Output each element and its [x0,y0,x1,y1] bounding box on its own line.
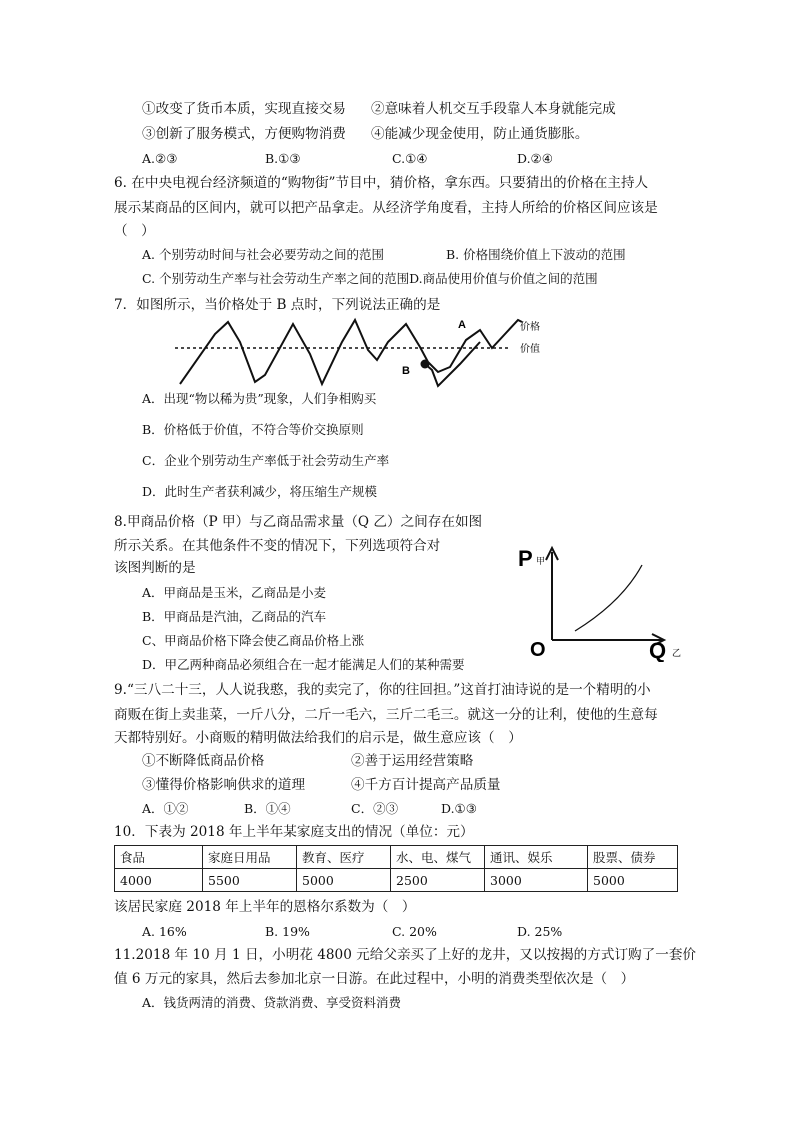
table-cell: 5000 [588,869,678,892]
q7-stem: 7．如图所示，当价格处于 B 点时，下列说法正确的是 [114,297,441,313]
q5-statement-2: ②意味着人机交互手段靠人本身就能完成 [371,101,616,117]
q9-option-d: D.①③ [441,801,477,816]
q11-stem-line-1: 11.2018 年 10 月 1 日，小明花 4800 元给父亲买了上好的龙井，又以按揭的方式订购了一套价 [114,947,696,963]
table-cell: 2500 [391,869,485,892]
table-header-cell: 家庭日用品 [203,846,297,869]
q6-stem-line-2: 展示某商品的区间内，就可以把产品拿走。从经济学角度看，主持人所给的价格区间应该是 [114,200,658,216]
legend-value: 价值 [520,344,540,355]
q7-option-b: B．价格低于价值，不符合等价交换原则 [142,422,364,437]
q9-statement-2: ②善于运用经营策略 [351,753,474,769]
origin-label: O [530,639,546,661]
q10-option-d: D. 25% [517,924,563,939]
table-cell: 5500 [203,869,297,892]
q10-option-c: C. 20% [392,924,437,939]
q7-price-value-figure [170,312,560,394]
table-row [115,869,678,892]
q9-stem-line-2: 商贩在街上卖韭菜，一斤八分，二斤一毛六，三斤二毛三。就这一分的让利，使他的生意每 [114,707,658,723]
q9-statement-4: ④千方百计提高产品质量 [351,777,501,793]
axis-q-subscript: 乙 [672,648,682,658]
axis-p-subscript: 甲 [536,556,546,566]
q6-stem-line-1: 6. 在中央电视台经济频道的“购物街”节目中，猜价格，拿东西。只要猜出的价格在主持人 [114,175,649,191]
q6-option-cd: C. 个别劳动生产率与社会劳动生产率之间的范围D.商品使用价值与价值之间的范围 [142,271,598,286]
q5-option-d: D.②④ [517,151,553,166]
q6-option-b: B. 价格围绕价值上下波动的范围 [446,247,626,262]
q5-option-c: C.①④ [392,151,428,166]
q8-stem-line-3: 该图判断的是 [114,560,196,576]
q7-option-d: D．此时生产者获利减少，将压缩生产规模 [142,484,378,499]
q9-stem-line-1: 9.“三八二十三，人人说我憨，我的卖完了，你的往回担。”这首打油诗说的是一个精明的小 [114,682,651,698]
table-header-cell: 股票、债券 [588,846,678,869]
q10-stem: 10．下表为 2018 年上半年某家庭支出的情况（单位：元） [114,824,474,840]
q9-statement-1: ①不断降低商品价格 [142,753,265,769]
q10-option-b: B. 19% [265,924,310,939]
q5-option-a: A.②③ [142,151,178,166]
q6-stem-line-3: （ ） [114,223,155,239]
table-header-cell: 教育、医疗 [297,846,391,869]
q8-price-demand-figure [512,540,692,662]
q11-option-a: A．钱货两清的消费、贷款消费、享受资料消费 [142,995,402,1010]
table-header-row [115,846,678,869]
legend-price: 价格 [520,322,540,333]
label-b: B [402,365,410,377]
q6-option-a: A. 个别劳动时间与社会必要劳动之间的范围 [142,247,384,262]
point-b-marker [421,360,430,369]
q9-option-c: C．②③ [351,801,399,816]
q9-option-a: A．①② [142,801,189,816]
q10-option-a: A. 16% [142,924,187,939]
table-header-cell: 通讯、娱乐 [485,846,588,869]
q8-option-d: D．甲乙两种商品必须组合在一起才能满足人们的某种需要 [142,657,465,672]
q5-statement-3: ③创新了服务模式，方便购物消费 [142,126,346,142]
q7-option-c: C．企业个别劳动生产率低于社会劳动生产率 [142,453,390,468]
table-cell: 5000 [297,869,391,892]
family-expense-table [114,845,678,892]
axis-p-label: P [518,546,533,571]
q5-statement-1: ①改变了货币本质，实现直接交易 [142,101,346,117]
table-header-cell: 食品 [115,846,203,869]
axis-q-label: Q [649,638,667,662]
q5-statement-4: ④能减少现金使用，防止通货膨胀。 [371,126,589,142]
q8-stem-line-1: 8.甲商品价格（P 甲）与乙商品需求量（Q 乙）之间存在如图 [114,514,483,530]
table-cell: 3000 [485,869,588,892]
q5-option-b: B.①③ [265,151,301,166]
q9-stem-line-3: 天都特别好。小商贩的精明做法给我们的启示是，做生意应该（ ） [114,730,522,746]
q10-question: 该居民家庭 2018 年上半年的恩格尔系数为（ ） [114,899,416,915]
q8-option-a: A．甲商品是玉米，乙商品是小麦 [142,585,327,600]
q8-option-c: C、甲商品价格下降会使乙商品价格上涨 [142,633,365,648]
table-header-cell: 水、电、煤气 [391,846,485,869]
q9-option-b: B．①④ [244,801,291,816]
q9-statement-3: ③懂得价格影响供求的道理 [142,777,306,793]
relation-curve [575,565,642,631]
table-cell: 4000 [115,869,203,892]
q7-option-a: A．出现“物以稀为贵”现象，人们争相购买 [142,391,377,406]
q8-stem-line-2: 所示关系。在其他条件不变的情况下，下列选项符合对 [114,538,441,554]
q8-option-b: B．甲商品是汽油，乙商品的汽车 [142,609,327,624]
label-a: A [458,319,466,331]
q11-stem-line-2: 值 6 万元的家具，然后去参加北京一日游。在此过程中，小明的消费类型依次是（ ） [114,971,635,987]
